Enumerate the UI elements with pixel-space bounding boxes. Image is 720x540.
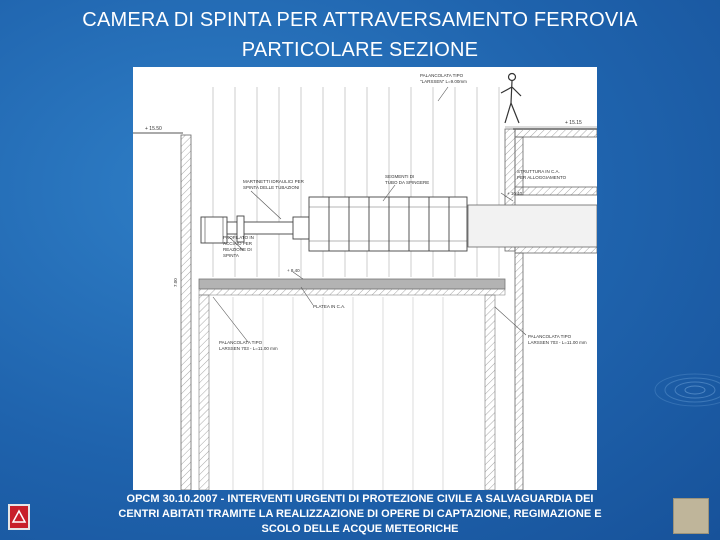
footer-line-2: CENTRI ABITATI TRAMITE LA REALIZZAZIONE DI OPERE DI CAPTAZIONE, REGIMAZIONE E (118, 508, 602, 520)
water-ripple-decoration (640, 360, 720, 430)
label-right-bottom-1: PALANCOLATA TIPO (528, 334, 572, 339)
right-structure (515, 129, 597, 490)
label-left-bottom-2: LARSSEN 703 - L=11.00 mm (219, 346, 278, 351)
civil-protection-logo-icon (8, 504, 30, 530)
lower-floor (199, 289, 505, 295)
lower-pile-lines (233, 297, 443, 490)
label-jacks-1: MARTINETTI IDRAULICI PER (243, 179, 304, 184)
decorative-block (673, 498, 709, 534)
slide-title-line-1: CAMERA DI SPINTA PER ATTRAVERSAMENTO FERROVIA (82, 9, 638, 31)
label-sheet-pile-top-2: "LARSSEN" L=9.00mm (420, 79, 467, 84)
label-right-level: + 10.40 (507, 191, 523, 196)
footer-line-1: OPCM 30.10.2007 - INTERVENTI URGENTI DI PROTEZIONE CIVILE A SALVAGUARDIA DEI (126, 493, 594, 505)
label-right-bottom-2: LARSSEN 703 - L=11.00 mm (528, 340, 587, 345)
label-level-left: + 15.50 (145, 126, 162, 132)
worker-figure (501, 74, 521, 124)
pipe-outlet (468, 205, 597, 247)
label-profile-4: SPINTA (223, 253, 239, 258)
label-base-level: + 8.40 (287, 268, 300, 273)
pipe-segments (309, 197, 467, 251)
label-profile-1: PROFILATO IN (223, 235, 254, 240)
lower-right-wall (485, 295, 495, 490)
label-right-structure-1: STRUTTURA IN C.A. (517, 169, 560, 174)
label-profile-2: ACCIAIO PER (223, 241, 253, 246)
lower-left-wall (199, 295, 209, 490)
label-segments-2: TUBO DA SPINGERE (385, 180, 430, 185)
label-vertical-dimension: 7.00 (173, 278, 178, 287)
label-slab: PLATEA IN C.A. (313, 304, 346, 309)
label-left-bottom-1: PALANCOLATA TIPO (219, 340, 263, 345)
left-wall (181, 135, 191, 490)
label-segments-1: SEGMENTI DI (385, 174, 415, 179)
hydraulic-jacks (201, 216, 309, 243)
label-jacks-2: SPINTA DELLE TUBAZIONI (243, 185, 300, 190)
label-profile-3: REAZIONE DI (223, 247, 252, 252)
section-drawing (133, 67, 597, 490)
concrete-slab (199, 279, 505, 289)
slide-title-line-2: PARTICOLARE SEZIONE (241, 39, 479, 61)
label-right-structure-2: PER ALLOGGIAMENTO (517, 175, 567, 180)
footer-line-3: SCOLO DELLE ACQUE METEORICHE (261, 523, 459, 535)
label-level-right: + 15.15 (565, 120, 582, 126)
label-sheet-pile-top-1: PALANCOLATA TIPO (420, 73, 464, 78)
